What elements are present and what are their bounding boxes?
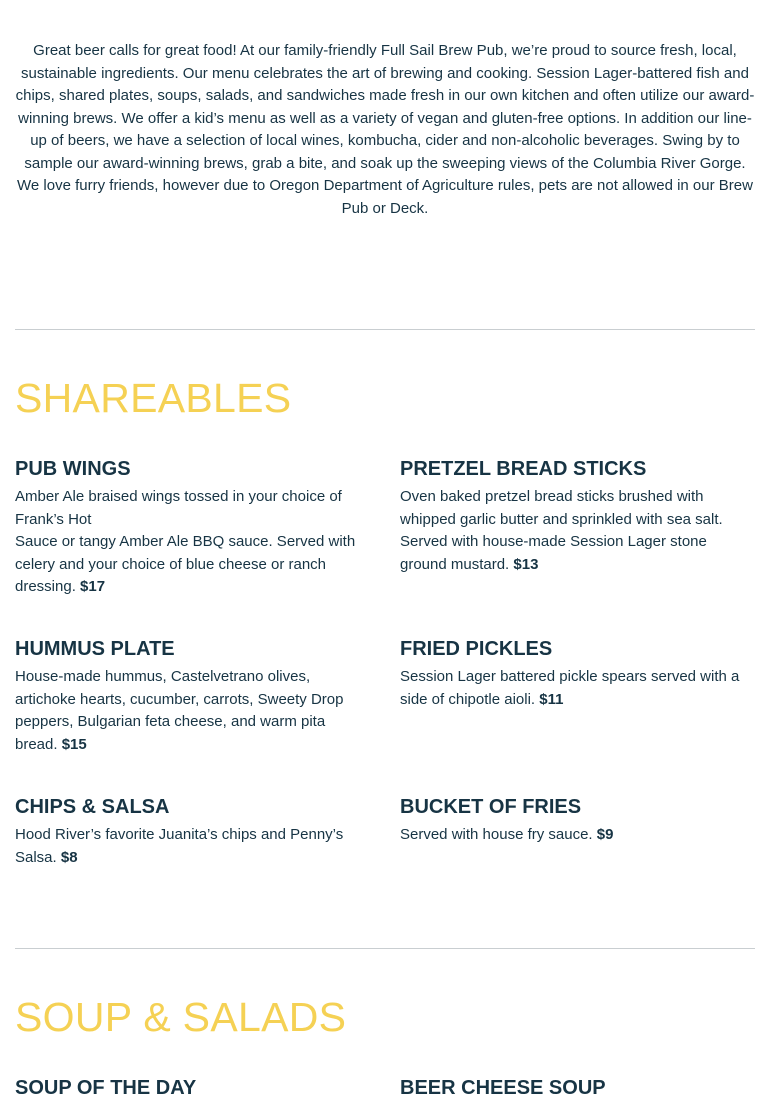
menu-item-name: HUMMUS PLATE	[15, 638, 175, 660]
menu-item-price: $15	[61, 735, 87, 753]
menu-item-price: $17	[80, 578, 106, 595]
menu-item-description-line: Sauce or tangy Amber Ale BBQ sauce. Served with celery and your choice of blue cheese or ranch dressing.	[15, 533, 356, 595]
menu-item-name: BEER CHEESE SOUP	[400, 1077, 606, 1099]
menu-item-pub-wings	[15, 457, 370, 599]
menu-item-soup-of-the-day	[15, 1076, 370, 1100]
menu-item-name: CHIPS & SALSA	[15, 796, 170, 818]
menu-item-price: $9	[596, 826, 614, 843]
menu-item-description	[400, 824, 755, 847]
menu-item-price: $8	[60, 848, 78, 866]
menu-item-description-text: Hood River’s favorite Juanita’s chips and Penny’s Salsa.	[15, 826, 344, 866]
menu-item-description-line: Amber Ale braised wings tossed in your choice of Frank’s Hot	[15, 488, 342, 528]
menu-item-description	[15, 666, 370, 756]
menu-item-description	[15, 824, 370, 869]
section-title-soup-and-salads: SOUP & SALADS	[15, 994, 347, 1040]
menu-item-name: BUCKET OF FRIES	[400, 796, 582, 818]
menu-item-hummus-plate	[15, 637, 370, 756]
menu-item-price: $13	[513, 555, 539, 573]
section-title-shareables: SHAREABLES	[15, 375, 292, 421]
section-divider	[15, 948, 755, 949]
menu-item-description-text: House-made hummus, Castelvetrano olives, artichoke hearts, cucumber, carrots, Sweety Drop peppers, Bulgarian feta cheese, and warm pita bread.	[15, 668, 344, 753]
menu-item-name: PRETZEL BREAD STICKS	[400, 458, 647, 480]
menu-item-description-text: Served with house fry sauce.	[400, 826, 593, 843]
menu-page	[15, 0, 755, 1099]
intro-paragraph	[15, 40, 755, 220]
intro-text: Great beer calls for great food! At our family-friendly Full Sail Brew Pub, we’re proud to source fresh, local, sustainable ingredients. Our menu celebrates the art of brewing and cooking. Session Lager-battered fish and chips, shared plates, soups, salads, and sandwiches made fresh in our own kitchen and often utilize our award-winning brews. We offer a kid’s menu as well as a variety of vegan and gluten-free options. In addition our line-up of beers, we have a selection of local wines, kombucha, cider and non-alcoholic beverages. Swing by to sample our award-winning brews, grab a bite, and soak up the sweeping views of the Columbia River Gorge. We love furry friends, however due to Oregon Department of Agriculture rules, pets are not allowed in our Brew Pub or Deck.	[15, 42, 755, 217]
menu-item-beer-cheese-soup	[400, 1076, 755, 1100]
menu-item-name: SOUP OF THE DAY	[15, 1077, 197, 1099]
menu-item-description-text: Oven baked pretzel bread sticks brushed with whipped garlic butter and sprinkled with sea salt. Served with house-made Session Lager stone ground mustard.	[400, 488, 723, 573]
menu-item-description	[400, 666, 755, 711]
menu-item-chips-and-salsa	[15, 795, 370, 869]
menu-item-fried-pickles	[400, 637, 755, 711]
menu-item-name: PUB WINGS	[15, 458, 131, 480]
menu-item-name: FRIED PICKLES	[400, 638, 553, 660]
menu-item-description	[400, 486, 755, 576]
menu-item-price: $11	[539, 690, 564, 708]
menu-item-description	[15, 486, 370, 599]
section-divider	[15, 329, 755, 330]
menu-item-description-text: Session Lager battered pickle spears served with a side of chipotle aioli.	[400, 668, 740, 708]
menu-item-pretzel-bread-sticks	[400, 457, 755, 576]
menu-item-bucket-of-fries	[400, 795, 755, 847]
